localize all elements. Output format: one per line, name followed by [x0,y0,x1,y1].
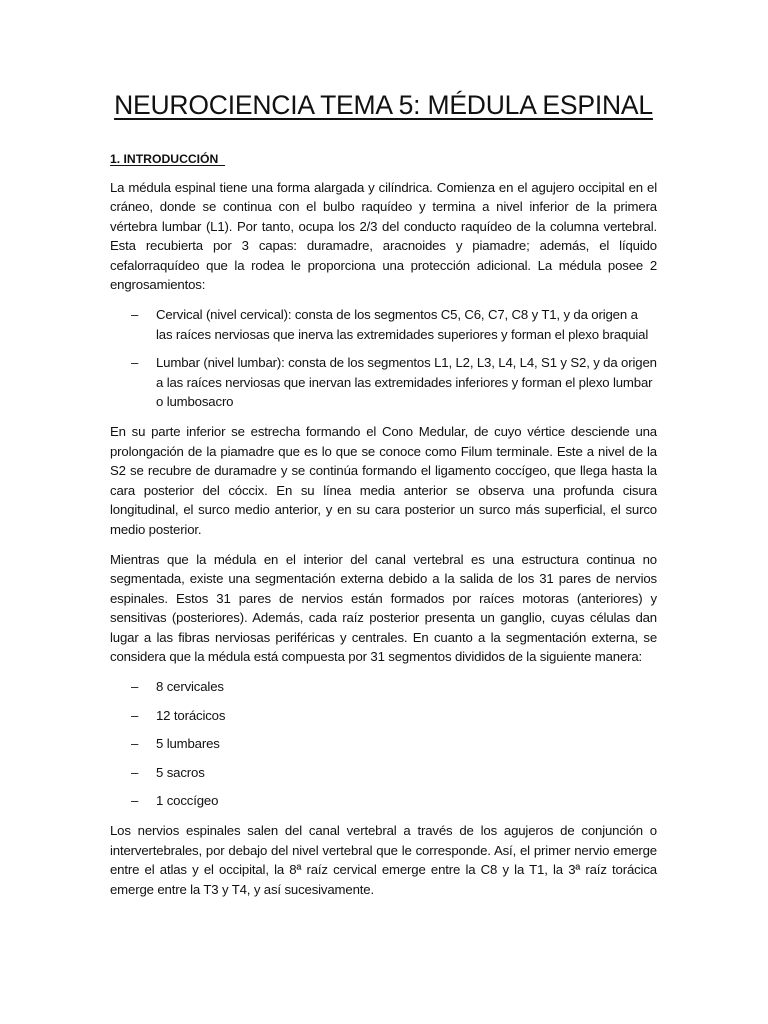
list-item-text: Cervical (nivel cervical): consta de los segmentos C5, C6, C7, C8 y T1, y da origen a las raíces nerviosas que inerva las extremidades superiores y forman el plexo braquial [156,307,649,342]
list-item-text: 5 sacros [156,764,205,780]
list-item-text: Lumbar (nivel lumbar): consta de los segmentos L1, L2, L3, L4, L4, S1 y S2, y da origen a las raíces nerviosas que inervan las extremidades inferiores y forman el plexo lumbar o lumbosacro [156,355,657,410]
engrosamientos-list [110,305,657,411]
list-item-text: 5 lumbares [156,736,220,752]
list-item-text: 1 coccígeo [156,792,219,808]
list-item [110,791,657,810]
document-page [110,86,657,899]
dash-bullet-icon: – [131,355,139,371]
dash-bullet-icon: – [131,736,139,752]
list-item [110,305,657,344]
dash-bullet-icon: – [131,707,139,723]
paragraph-segmentacion: Mientras que la médula en el interior del canal vertebral es una estructura continua no segmentada, existe una segmentación externa debido a la salida de los 31 pares de nervios espinales. Estos 31 pares de nervios están formados por raíces motoras (anteriores) y sensitivas (posteriores). Además, cada raíz posterior presenta un ganglio, cuyas células dan lugar a las fibras nerviosas periféricas y centrales. En cuanto a la segmentación externa, se considera que la médula está compuesta por 31 segmentos divididos de la siguiente manera: [110,551,657,664]
paragraph-cono-medular: En su parte inferior se estrecha formando el Cono Medular, de cuyo vértice desciende una prolongación de la piamadre que es lo que se conoce como Filum terminale. Este a nivel de la S2 se recubre de duramadre y se continúa formando el ligamento coccígeo, que llega hasta la cara posterior del cóccix. En su línea media anterior se observa una profunda cisura longitudinal, el surco medio anterior, y en su cara posterior un surco más superficial, el surco medio posterior. [110,424,657,537]
section-heading-introduccion: 1. INTRODUCCIÓN [110,152,226,166]
list-item [110,706,657,725]
segmentos-list [110,677,657,810]
list-item [110,677,657,696]
dash-bullet-icon: – [131,792,139,808]
list-item [110,763,657,782]
dash-bullet-icon: – [131,679,139,695]
list-item-text: 8 cervicales [156,679,224,695]
document-title: NEUROCIENCIA TEMA 5: MÉDULA ESPINAL [114,90,653,120]
list-item-text: 12 torácicos [156,707,226,723]
dash-bullet-icon: – [131,307,139,323]
list-item [110,353,657,411]
paragraph-intro: La médula espinal tiene una forma alargada y cilíndrica. Comienza en el agujero occipital en el cráneo, donde se continua con el bulbo raquídeo y termina a nivel inferior de la primera vértebra lumbar (L1). Por tanto, ocupa los 2/3 del conducto raquídeo de la columna vertebral. Esta recubierta por 3 capas: duramadre, aracnoides y piamadre; además, el líquido cefalorraquídeo que la rodea le proporciona una protección adicional. La médula posee 2 engrosamientos: [110,180,657,293]
paragraph-nervios-espinales: Los nervios espinales salen del canal vertebral a través de los agujeros de conjunción o intervertebrales, por debajo del nivel vertebral que le corresponde. Así, el primer nervio emerge entre el atlas y el occipital, la 8ª raíz cervical emerge entre la C8 y la T1, la 3ª raíz torácica emerge entre la T3 y T4, y así sucesivamente. [110,823,657,897]
dash-bullet-icon: – [131,764,139,780]
list-item [110,734,657,753]
